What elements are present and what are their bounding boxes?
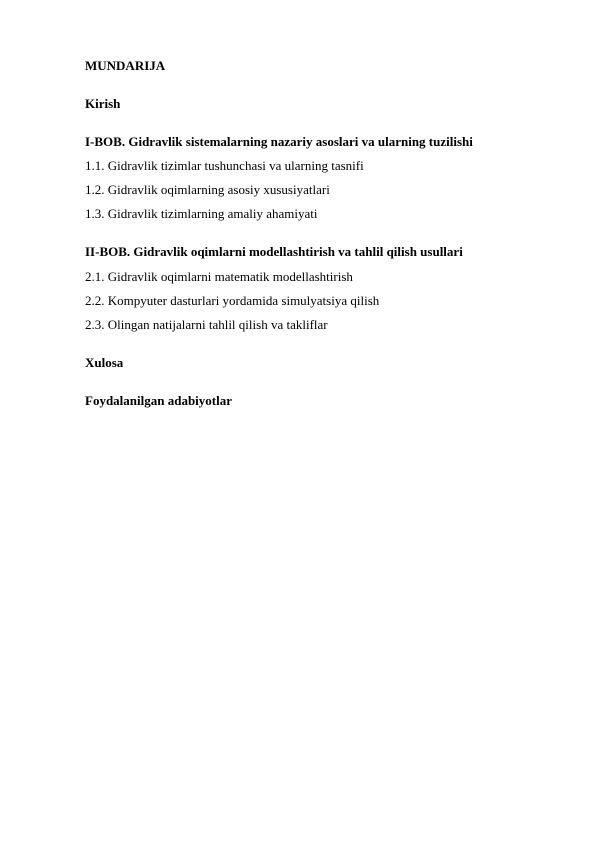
- toc-item-conclusion: Xulosa: [85, 355, 124, 370]
- toc-chapter-1-title: I-BOB. Gidravlik sistemalarning nazariy asoslari va ularning tuzilishi: [85, 134, 473, 149]
- toc-section-2-2: 2.2. Kompyuter dasturlari yordamida simulyatsiya qilish: [85, 293, 380, 308]
- toc-section-1-2: 1.2. Gidravlik oqimlarning asosiy xususiyatlari: [85, 182, 330, 197]
- toc-section-2-3: 2.3. Olingan natijalarni tahlil qilish va takliflar: [85, 317, 328, 332]
- toc-section-1-3: 1.3. Gidravlik tizimlarning amaliy ahamiyati: [85, 206, 318, 221]
- toc-section-1-1: 1.1. Gidravlik tizimlar tushunchasi va ularning tasnifi: [85, 158, 364, 173]
- toc-heading: MUNDARIJA: [85, 58, 166, 73]
- toc-item-references: Foydalanilgan adabiyotlar: [85, 393, 232, 408]
- toc-item-intro: Kirish: [85, 96, 121, 111]
- toc-section-2-1: 2.1. Gidravlik oqimlarni matematik modellashtirish: [85, 269, 353, 284]
- toc-chapter-2-title: II-BOB. Gidravlik oqimlarni modellashtirish va tahlil qilish usullari: [85, 244, 463, 259]
